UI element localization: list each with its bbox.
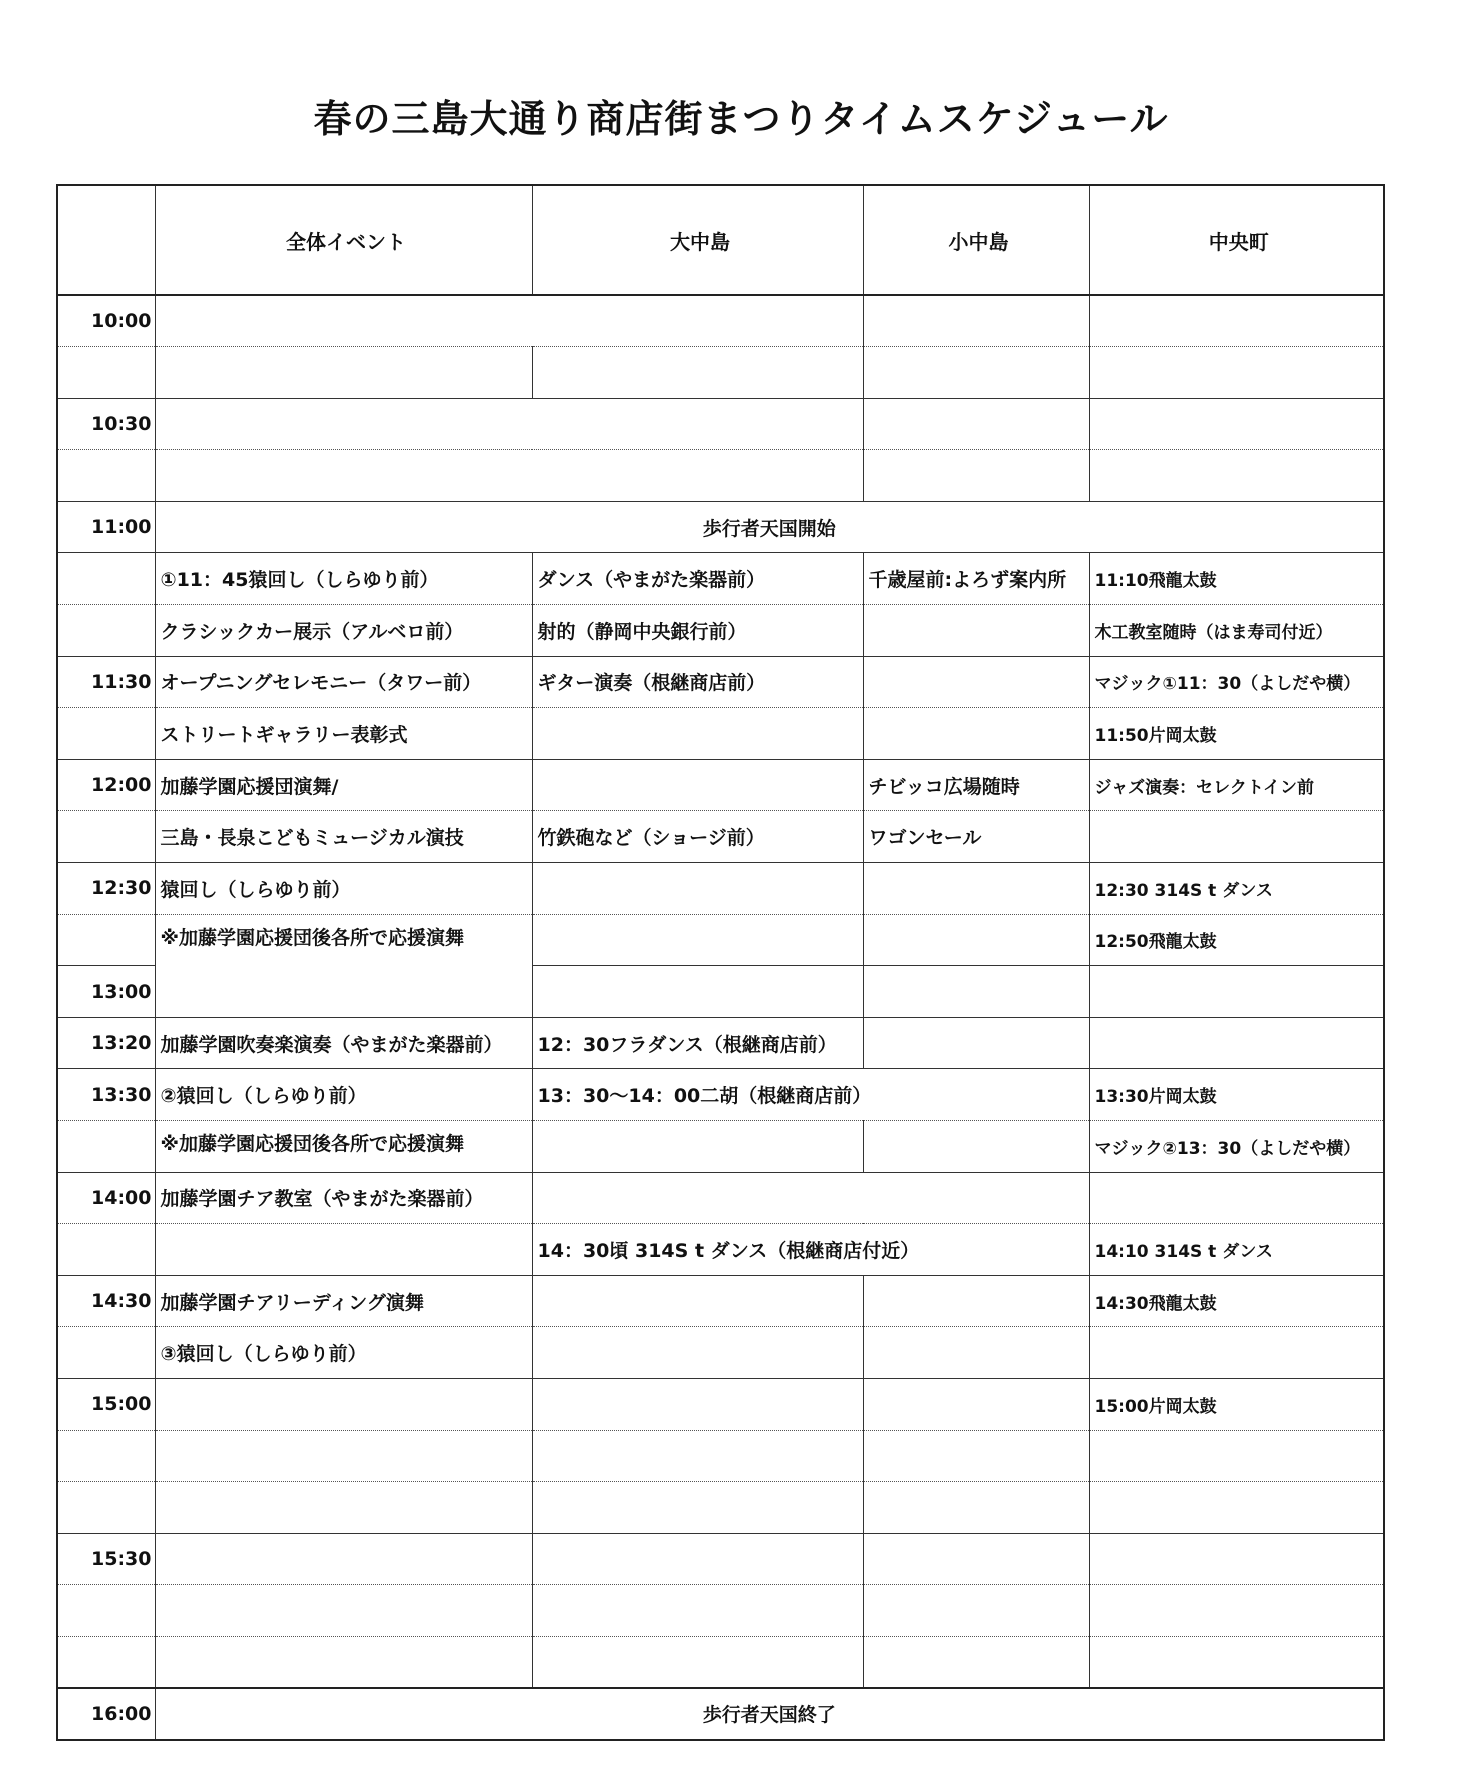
schedule-cell (1089, 347, 1384, 399)
schedule-cell (155, 450, 863, 502)
schedule-cell: ジャズ演奏：セレクトイン前 (1089, 759, 1384, 811)
schedule-cell (532, 863, 863, 915)
header-chuocho: 中央町 (1089, 185, 1384, 295)
time-cell: 10:30 (57, 398, 155, 450)
schedule-cell (863, 863, 1089, 915)
schedule-cell (155, 1482, 532, 1534)
schedule-cell: ②猿回し（しらゆり前） (155, 1069, 532, 1121)
time-cell: 11:00 (57, 501, 155, 553)
schedule-cell (532, 1327, 863, 1379)
table-row (57, 1017, 1384, 1069)
schedule-cell: 13:30片岡太鼓 (1089, 1069, 1384, 1121)
time-cell: 13:00 (57, 966, 155, 1018)
table-row (57, 863, 1384, 915)
schedule-cell: ①11：45猿回し（しらゆり前） (155, 553, 532, 605)
schedule-table (56, 184, 1385, 1741)
time-cell (57, 1636, 155, 1688)
table-row (57, 398, 1384, 450)
schedule-cell (863, 1017, 1089, 1069)
schedule-cell: 木工教室随時（はま寿司付近） (1089, 605, 1384, 657)
schedule-cell (1089, 1636, 1384, 1688)
schedule-cell (532, 1533, 863, 1585)
schedule-cell (1089, 1172, 1384, 1224)
table-row (57, 1378, 1384, 1430)
schedule-cell (532, 1482, 863, 1534)
time-cell: 13:30 (57, 1069, 155, 1121)
time-cell: 12:00 (57, 759, 155, 811)
schedule-cell (1089, 1017, 1384, 1069)
time-cell: 16:00 (57, 1688, 155, 1740)
schedule-cell (1089, 1585, 1384, 1637)
schedule-cell: マジック①11：30（よしだや横） (1089, 656, 1384, 708)
schedule-cell (1089, 811, 1384, 863)
table-row (57, 708, 1384, 760)
schedule-cell (863, 1275, 1089, 1327)
schedule-cell: ③猿回し（しらゆり前） (155, 1327, 532, 1379)
pedestrian-end-banner: 歩行者天国終了 (155, 1688, 1384, 1740)
schedule-cell (1089, 1430, 1384, 1482)
table-row (57, 1688, 1384, 1740)
schedule-cell (532, 1585, 863, 1637)
schedule-cell (1089, 398, 1384, 450)
table-row (57, 759, 1384, 811)
schedule-cell: ダンス（やまがた楽器前） (532, 553, 863, 605)
schedule-cell: 加藤学園チア教室（やまがた楽器前） (155, 1172, 532, 1224)
schedule-cell: 15:00片岡太鼓 (1089, 1378, 1384, 1430)
schedule-cell (1089, 1533, 1384, 1585)
schedule-cell (532, 966, 863, 1018)
schedule-cell (863, 966, 1089, 1018)
schedule-cell: 猿回し（しらゆり前） (155, 863, 532, 915)
schedule-cell (532, 1275, 863, 1327)
table-row (57, 1533, 1384, 1585)
time-cell (57, 1482, 155, 1534)
schedule-cell (155, 1585, 532, 1637)
schedule-cell: ※加藤学園応援団後各所で応援演舞 (155, 1121, 532, 1173)
time-cell: 11:30 (57, 656, 155, 708)
schedule-cell (532, 1121, 863, 1173)
schedule-cell: クラシックカー展示（アルベロ前） (155, 605, 532, 657)
table-row (57, 347, 1384, 399)
pedestrian-start-banner: 歩行者天国開始 (155, 501, 1384, 553)
time-cell (57, 811, 155, 863)
schedule-cell (155, 1378, 532, 1430)
schedule-cell: 14:10 314S t ダンス (1089, 1224, 1384, 1276)
schedule-cell (155, 1224, 532, 1276)
table-row (57, 914, 1384, 966)
header-onakajima: 大中島 (532, 185, 863, 295)
schedule-cell (863, 1327, 1089, 1379)
time-cell (57, 914, 155, 966)
time-cell (57, 347, 155, 399)
schedule-cell (155, 347, 532, 399)
schedule-cell: 加藤学園吹奏楽演奏（やまがた楽器前） (155, 1017, 532, 1069)
time-cell: 15:30 (57, 1533, 155, 1585)
schedule-cell (1089, 1327, 1384, 1379)
schedule-cell: 千歳屋前:よろず案内所 (863, 553, 1089, 605)
time-cell: 10:00 (57, 295, 155, 347)
schedule-cell (863, 347, 1089, 399)
time-cell (57, 708, 155, 760)
schedule-cell: ワゴンセール (863, 811, 1089, 863)
schedule-cell (1089, 295, 1384, 347)
schedule-cell (863, 1121, 1089, 1173)
schedule-cell: 12：30フラダンス（根継商店前） (532, 1017, 863, 1069)
table-row (57, 656, 1384, 708)
schedule-cell: マジック②13：30（よしだや横） (1089, 1121, 1384, 1173)
time-cell (57, 605, 155, 657)
header-zentai: 全体イベント (155, 185, 532, 295)
schedule-cell (863, 605, 1089, 657)
schedule-cell: ギター演奏（根継商店前） (532, 656, 863, 708)
schedule-cell: 11:10飛龍太鼓 (1089, 553, 1384, 605)
header-konakajima: 小中島 (863, 185, 1089, 295)
table-row (57, 1482, 1384, 1534)
page-title: 春の三島大通り商店街まつりタイムスケジュール (313, 97, 1169, 141)
schedule-cell (1089, 966, 1384, 1018)
table-row (57, 1224, 1384, 1276)
table-row (57, 1636, 1384, 1688)
table-row (57, 1069, 1384, 1121)
schedule-cell (532, 1172, 1089, 1224)
time-cell (57, 1327, 155, 1379)
header-time (57, 185, 155, 295)
table-row (57, 295, 1384, 347)
schedule-cell (1089, 1482, 1384, 1534)
schedule-cell: 12:30 314S t ダンス (1089, 863, 1384, 915)
schedule-cell: 14:30飛龍太鼓 (1089, 1275, 1384, 1327)
schedule-cell (532, 1430, 863, 1482)
schedule-cell (532, 347, 863, 399)
schedule-cell (532, 914, 863, 966)
schedule-cell (155, 1533, 532, 1585)
schedule-cell: チビッコ広場随時 (863, 759, 1089, 811)
schedule-cell (863, 1636, 1089, 1688)
schedule-cell (532, 759, 863, 811)
time-cell (57, 450, 155, 502)
table-row (57, 553, 1384, 605)
time-cell (57, 1224, 155, 1276)
schedule-cell (863, 398, 1089, 450)
schedule-cell (532, 1636, 863, 1688)
schedule-cell (532, 1378, 863, 1430)
time-cell: 13:20 (57, 1017, 155, 1069)
schedule-cell: 射的（静岡中央銀行前） (532, 605, 863, 657)
time-cell (57, 553, 155, 605)
table-row (57, 450, 1384, 502)
time-cell: 15:00 (57, 1378, 155, 1430)
schedule-cell (863, 295, 1089, 347)
schedule-cell (155, 1430, 532, 1482)
schedule-cell (863, 1533, 1089, 1585)
schedule-cell (863, 1482, 1089, 1534)
table-row (57, 1327, 1384, 1379)
time-cell (57, 1585, 155, 1637)
schedule-cell: 13：30〜14：00二胡（根継商店前） (532, 1069, 1089, 1121)
schedule-cell (863, 708, 1089, 760)
schedule-cell (155, 1636, 532, 1688)
schedule-cell: 加藤学園チアリーディング演舞 (155, 1275, 532, 1327)
table-row (57, 1430, 1384, 1482)
time-cell: 12:30 (57, 863, 155, 915)
schedule-cell (1089, 450, 1384, 502)
schedule-cell (863, 1378, 1089, 1430)
schedule-cell: 竹鉄砲など（ショージ前） (532, 811, 863, 863)
time-cell: 14:30 (57, 1275, 155, 1327)
schedule-cell: ※加藤学園応援団後各所で応援演舞 (155, 914, 532, 1017)
schedule-cell: 12:50飛龍太鼓 (1089, 914, 1384, 966)
schedule-cell: 三島・長泉こどもミュージカル演技 (155, 811, 532, 863)
schedule-cell (863, 656, 1089, 708)
schedule-cell (863, 450, 1089, 502)
time-cell (57, 1430, 155, 1482)
schedule-cell: オープニングセレモニー（タワー前） (155, 656, 532, 708)
table-row (57, 501, 1384, 553)
table-row (57, 811, 1384, 863)
schedule-cell (863, 1430, 1089, 1482)
schedule-cell: 14：30頃 314S t ダンス（根継商店付近） (532, 1224, 1089, 1276)
table-row (57, 1172, 1384, 1224)
header-row (57, 185, 1384, 295)
schedule-cell (155, 295, 863, 347)
time-cell (57, 1121, 155, 1173)
table-row (57, 1275, 1384, 1327)
schedule-cell: ストリートギャラリー表彰式 (155, 708, 532, 760)
table-row (57, 605, 1384, 657)
schedule-cell (863, 914, 1089, 966)
schedule-cell (532, 708, 863, 760)
time-cell: 14:00 (57, 1172, 155, 1224)
table-row (57, 1585, 1384, 1637)
schedule-cell (155, 398, 863, 450)
schedule-cell: 加藤学園応援団演舞/ (155, 759, 532, 811)
table-row (57, 1121, 1384, 1173)
schedule-cell (863, 1585, 1089, 1637)
schedule-cell: 11:50片岡太鼓 (1089, 708, 1384, 760)
